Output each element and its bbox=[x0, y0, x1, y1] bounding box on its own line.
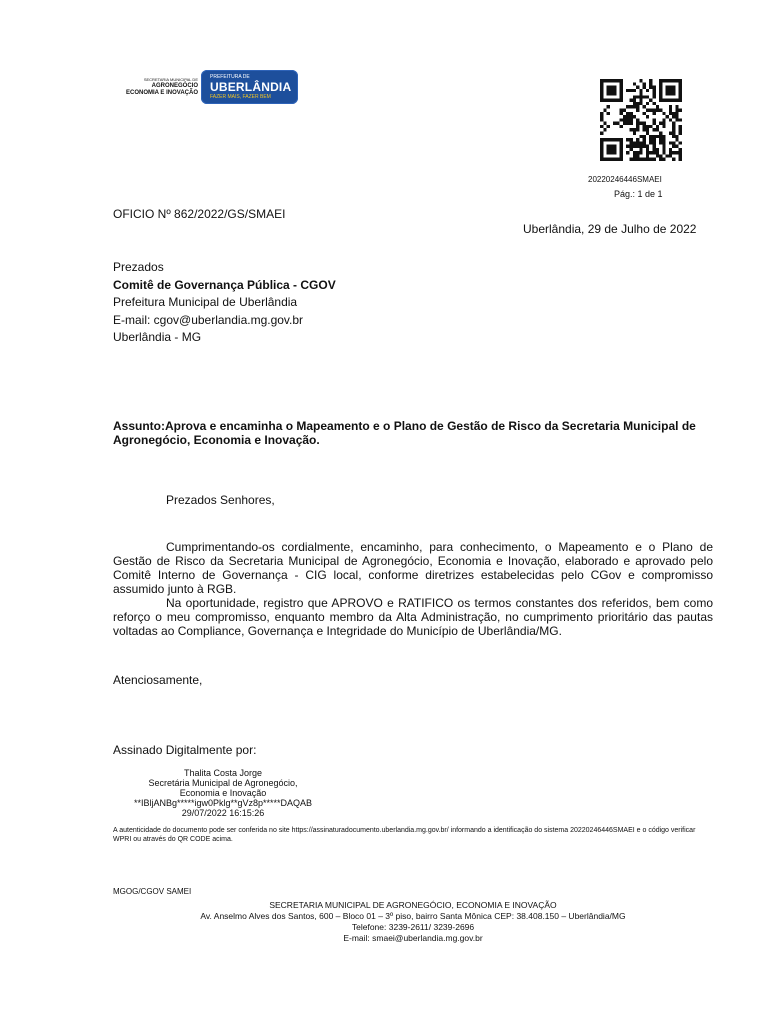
greeting: Prezados Senhores, bbox=[166, 493, 275, 507]
footer bbox=[113, 900, 713, 944]
footer-line3: Telefone: 3239-2611/ 3239-2696 bbox=[351, 922, 475, 932]
qr-code bbox=[600, 79, 682, 161]
recipient-org: Prefeitura Municipal de Uberlândia bbox=[113, 295, 298, 309]
verification-note: A autenticidade do documento pode ser conferida no site https://assinaturadocumento.uberlandia.mg.gov.br/ informando a identificação do sistema 20220246446SMAEI e o código verificar WPRI ou através do QR CODE acima. bbox=[113, 827, 696, 843]
logo-left-line2: AGRONEGÓCIO bbox=[151, 83, 198, 89]
document-code: 20220246446SMAEI bbox=[588, 175, 662, 184]
recipient-salutation: Prezados bbox=[113, 260, 164, 274]
place-date: Uberlândia, 29 de Julho de 2022 bbox=[523, 222, 697, 236]
letter-body bbox=[113, 540, 713, 638]
office-number: OFICIO Nº 862/2022/GS/SMAEI bbox=[113, 207, 286, 221]
logo-right-line3: FAZER MAIS, FAZER BEM bbox=[210, 94, 271, 100]
paragraph-1: Cumprimentando-os cordialmente, encaminho, para conhecimento, o Mapeamento e o Plano de Gestão de Risco da Secretaria Municipal de Agronegócio, Economia e Inovação, elaborado e aprovado pelo Comitê Interno de Governança - CIG local, conforme diretrizes estabelecidas pelo CGov e compromisso assumido junto à RGB. bbox=[113, 540, 713, 596]
recipient-block bbox=[113, 259, 336, 347]
signature-label: Assinado Digitalmente por: bbox=[113, 743, 257, 757]
paragraph-2: Na oportunidade, registro que APROVO e RATIFICO os termos constantes dos referidos, bem como reforço o meu compromisso, enquanto membro da Alta Administração, no cumprimento prioritário das pautas voltadas ao Compliance, Governança e Integridade do Município de Uberlândia/MG. bbox=[113, 596, 713, 638]
logo-left-line1: SECRETARIA MUNICIPAL DE bbox=[143, 77, 198, 82]
footer-line4: E-mail: smaei@uberlandia.mg.gov.br bbox=[343, 933, 483, 943]
recipient-email: E-mail: cgov@uberlandia.mg.gov.br bbox=[113, 312, 304, 327]
signature-timestamp: 29/07/2022 16:15:26 bbox=[181, 808, 265, 818]
signer-name: Thalita Costa Jorge bbox=[183, 768, 263, 778]
signature-hash: **IBljANBg*****igw0Pklg**gVz8p*****DAQAB bbox=[133, 798, 313, 808]
signature-block bbox=[118, 768, 328, 818]
footer-reference: MGOG/CGOV SAMEI bbox=[113, 887, 192, 896]
signer-role-line2: Economia e Inovação bbox=[179, 788, 267, 798]
logo-left-line3: ECONOMIA E INOVAÇÃO bbox=[125, 90, 198, 96]
secretaria-logo bbox=[116, 76, 198, 97]
recipient-city: Uberlândia - MG bbox=[113, 330, 202, 344]
recipient-name: Comitê de Governança Pública - CGOV bbox=[113, 277, 336, 292]
prefeitura-logo bbox=[201, 70, 298, 104]
signer-role-line1: Secretária Municipal de Agronegócio, bbox=[148, 778, 298, 788]
footer-line2: Av. Anselmo Alves dos Santos, 600 – Bloco 01 – 3º piso, bairro Santa Mônica CEP: 38.408.150 – Uberlândia/MG bbox=[200, 911, 626, 921]
page-info: Pág.: 1 de 1 bbox=[614, 189, 663, 199]
closing: Atenciosamente, bbox=[113, 673, 203, 687]
logo-right-line1: PREFEITURA DE bbox=[210, 74, 250, 80]
subject: Assunto:Aprova e encaminha o Mapeamento e o Plano de Gestão de Risco da Secretaria Municipal de Agronegócio, Economia e Inovação. bbox=[113, 419, 696, 447]
footer-line1: SECRETARIA MUNICIPAL DE AGRONEGÓCIO, ECONOMIA E INOVAÇÃO bbox=[269, 900, 557, 910]
logo-right-line2: UBERLÂNDIA bbox=[210, 80, 292, 94]
